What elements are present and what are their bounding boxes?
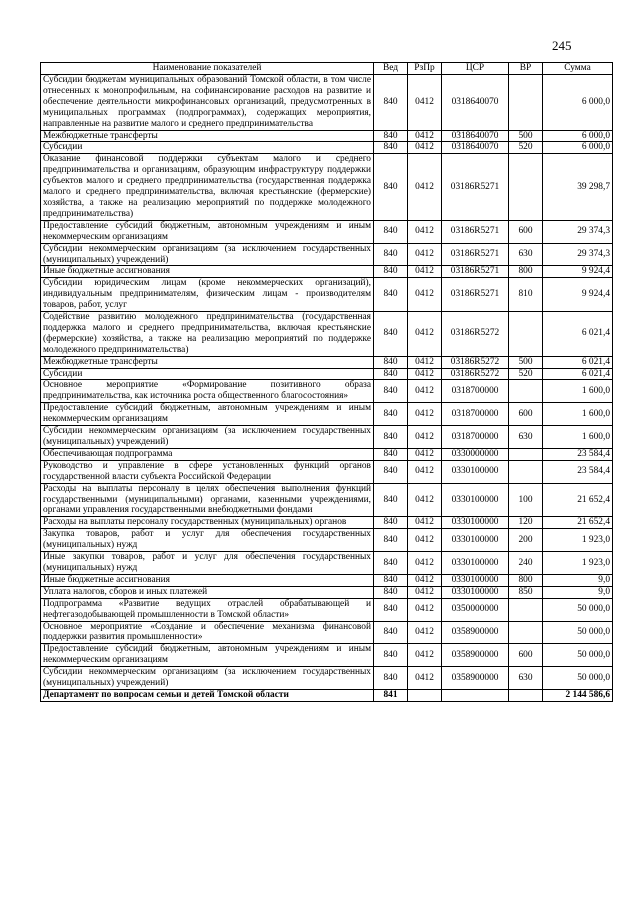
row-vr-cell — [509, 448, 543, 460]
table-row — [41, 586, 613, 598]
row-csr-cell: 0318700000 — [442, 426, 509, 449]
row-csr-cell: 0318640070 — [442, 130, 509, 142]
row-sum-cell: 1 600,0 — [543, 403, 613, 426]
row-rzpr-cell: 0412 — [408, 529, 442, 552]
row-rzpr-cell: 0412 — [408, 312, 442, 357]
row-name-cell: Субсидии юридическим лицам (кроме некоммерческих организаций), индивидуальным предпринимателям, физическим лицам - производителям товаров, работ, услуг — [41, 278, 374, 312]
table-row — [41, 142, 613, 154]
row-name-cell: Содействие развитию молодежного предпринимательства (государственная поддержка малого и среднего предпринимательства, включая крестьянские (фермерские) хозяйства, а также на реализацию мероприятий по поддержке молодежного предпринимательства) — [41, 312, 374, 357]
row-sum-cell: 2 144 586,6 — [543, 689, 613, 701]
header-rzpr: РзПр — [408, 63, 442, 75]
row-sum-cell: 1 600,0 — [543, 380, 613, 403]
row-vr-cell: 200 — [509, 529, 543, 552]
row-sum-cell: 50 000,0 — [543, 598, 613, 621]
row-ved-cell: 840 — [374, 483, 408, 517]
table-row — [41, 426, 613, 449]
row-csr-cell: 03186R5271 — [442, 278, 509, 312]
table-row — [41, 483, 613, 517]
row-csr-cell: 0330100000 — [442, 552, 509, 575]
header-csr: ЦСР — [442, 63, 509, 75]
row-name-cell: Предоставление субсидий бюджетным, автономным учреждениям и иным некоммерческим организациям — [41, 220, 374, 243]
row-csr-cell: 0318640070 — [442, 142, 509, 154]
row-csr-cell: 0330100000 — [442, 517, 509, 529]
row-sum-cell: 6 021,4 — [543, 312, 613, 357]
row-sum-cell: 6 021,4 — [543, 368, 613, 380]
row-rzpr-cell: 0412 — [408, 356, 442, 368]
row-csr-cell: 0318700000 — [442, 403, 509, 426]
row-name-cell: Субсидии — [41, 142, 374, 154]
row-vr-cell: 520 — [509, 368, 543, 380]
row-vr-cell: 800 — [509, 574, 543, 586]
row-ved-cell: 840 — [374, 75, 408, 131]
row-rzpr-cell: 0412 — [408, 380, 442, 403]
row-ved-cell: 840 — [374, 142, 408, 154]
row-vr-cell: 500 — [509, 130, 543, 142]
row-csr-cell — [442, 689, 509, 701]
row-sum-cell: 39 298,7 — [543, 154, 613, 220]
row-vr-cell: 850 — [509, 586, 543, 598]
row-sum-cell: 50 000,0 — [543, 621, 613, 644]
table-row — [41, 368, 613, 380]
row-rzpr-cell: 0412 — [408, 243, 442, 266]
table-row — [41, 380, 613, 403]
row-sum-cell: 1 600,0 — [543, 426, 613, 449]
row-sum-cell: 21 652,4 — [543, 517, 613, 529]
row-rzpr-cell: 0412 — [408, 586, 442, 598]
row-csr-cell: 0330100000 — [442, 574, 509, 586]
table-row — [41, 154, 613, 220]
table-row — [41, 574, 613, 586]
row-rzpr-cell: 0412 — [408, 154, 442, 220]
row-rzpr-cell: 0412 — [408, 517, 442, 529]
row-csr-cell: 03186R5271 — [442, 266, 509, 278]
row-sum-cell: 1 923,0 — [543, 529, 613, 552]
row-name-cell: Расходы на выплаты персоналу государственных (муниципальных) органов — [41, 517, 374, 529]
row-name-cell: Иные бюджетные ассигнования — [41, 574, 374, 586]
row-sum-cell: 6 000,0 — [543, 142, 613, 154]
row-ved-cell: 840 — [374, 448, 408, 460]
row-vr-cell — [509, 460, 543, 483]
row-name-cell: Межбюджетные трансферты — [41, 130, 374, 142]
row-ved-cell: 840 — [374, 220, 408, 243]
row-csr-cell: 03186R5272 — [442, 312, 509, 357]
table-header-row — [41, 63, 613, 75]
row-sum-cell: 50 000,0 — [543, 667, 613, 690]
row-csr-cell: 0358900000 — [442, 667, 509, 690]
row-ved-cell: 840 — [374, 426, 408, 449]
table-row — [41, 460, 613, 483]
row-vr-cell: 630 — [509, 243, 543, 266]
row-name-cell: Департамент по вопросам семьи и детей Томской области — [41, 689, 374, 701]
row-csr-cell: 0330000000 — [442, 448, 509, 460]
table-row — [41, 243, 613, 266]
row-vr-cell: 630 — [509, 426, 543, 449]
table-row — [41, 644, 613, 667]
row-name-cell: Расходы на выплаты персоналу в целях обеспечения выполнения функций государственными (муниципальными) органами, казенными учреждениями, органами управления государственными внебюджетными фондами — [41, 483, 374, 517]
row-vr-cell: 810 — [509, 278, 543, 312]
row-ved-cell: 840 — [374, 312, 408, 357]
table-row — [41, 621, 613, 644]
row-vr-cell — [509, 380, 543, 403]
row-vr-cell — [509, 621, 543, 644]
row-sum-cell: 9,0 — [543, 586, 613, 598]
row-rzpr-cell: 0412 — [408, 448, 442, 460]
header-ved: Вед — [374, 63, 408, 75]
row-vr-cell — [509, 598, 543, 621]
header-vr: ВР — [509, 63, 543, 75]
row-rzpr-cell: 0412 — [408, 142, 442, 154]
row-ved-cell: 840 — [374, 574, 408, 586]
row-rzpr-cell: 0412 — [408, 552, 442, 575]
row-ved-cell: 840 — [374, 403, 408, 426]
row-rzpr-cell: 0412 — [408, 403, 442, 426]
row-ved-cell: 840 — [374, 529, 408, 552]
row-ved-cell: 840 — [374, 154, 408, 220]
row-rzpr-cell: 0412 — [408, 368, 442, 380]
row-vr-cell: 600 — [509, 220, 543, 243]
row-csr-cell: 0350000000 — [442, 598, 509, 621]
table-row — [41, 598, 613, 621]
row-name-cell: Обеспечивающая подпрограмма — [41, 448, 374, 460]
row-csr-cell: 0330100000 — [442, 586, 509, 598]
row-ved-cell: 840 — [374, 460, 408, 483]
row-sum-cell: 29 374,3 — [543, 220, 613, 243]
table-row — [41, 517, 613, 529]
row-sum-cell: 23 584,4 — [543, 460, 613, 483]
page-number: 245 — [552, 38, 572, 53]
row-name-cell: Межбюджетные трансферты — [41, 356, 374, 368]
row-rzpr-cell: 0412 — [408, 644, 442, 667]
table-body — [41, 75, 613, 702]
row-rzpr-cell: 0412 — [408, 130, 442, 142]
row-sum-cell: 23 584,4 — [543, 448, 613, 460]
table-row — [41, 75, 613, 131]
row-rzpr-cell: 0412 — [408, 483, 442, 517]
header-sum: Сумма — [543, 63, 613, 75]
row-vr-cell — [509, 75, 543, 131]
row-vr-cell: 800 — [509, 266, 543, 278]
row-name-cell: Оказание финансовой поддержки субъектам малого и среднего предпринимательства и организациям, образующим инфраструктуру поддержки субъектов малого и среднего предпринимательства (государственная поддержка малого и среднего предпринимательства, включая крестьянские (фермерские) хозяйства, а также на реализацию мероприятий по поддержке молодежного предпринимательства) — [41, 154, 374, 220]
row-csr-cell: 03186R5272 — [442, 368, 509, 380]
row-vr-cell: 500 — [509, 356, 543, 368]
table-row — [41, 266, 613, 278]
row-rzpr-cell: 0412 — [408, 460, 442, 483]
row-ved-cell: 840 — [374, 598, 408, 621]
table-row — [41, 667, 613, 690]
row-ved-cell: 840 — [374, 130, 408, 142]
row-sum-cell: 9 924,4 — [543, 278, 613, 312]
row-sum-cell: 21 652,4 — [543, 483, 613, 517]
row-vr-cell — [509, 312, 543, 357]
row-name-cell: Иные бюджетные ассигнования — [41, 266, 374, 278]
row-rzpr-cell: 0412 — [408, 278, 442, 312]
row-csr-cell: 03186R5272 — [442, 356, 509, 368]
row-csr-cell: 0318700000 — [442, 380, 509, 403]
row-csr-cell: 0358900000 — [442, 621, 509, 644]
row-rzpr-cell — [408, 689, 442, 701]
row-vr-cell: 520 — [509, 142, 543, 154]
row-rzpr-cell: 0412 — [408, 621, 442, 644]
row-rzpr-cell: 0412 — [408, 75, 442, 131]
row-sum-cell: 50 000,0 — [543, 644, 613, 667]
row-name-cell: Субсидии — [41, 368, 374, 380]
row-ved-cell: 840 — [374, 621, 408, 644]
table-row — [41, 448, 613, 460]
row-sum-cell: 1 923,0 — [543, 552, 613, 575]
row-ved-cell: 840 — [374, 380, 408, 403]
row-ved-cell: 840 — [374, 586, 408, 598]
row-name-cell: Руководство и управление в сфере установленных функций органов государственной власти субъекта Российской Федерации — [41, 460, 374, 483]
row-vr-cell: 600 — [509, 403, 543, 426]
row-ved-cell: 840 — [374, 644, 408, 667]
header-name: Наименование показателей — [41, 63, 374, 75]
row-name-cell: Основное мероприятие «Формирование позитивного образа предпринимательства, как источника роста общественного благосостояния» — [41, 380, 374, 403]
row-ved-cell: 840 — [374, 266, 408, 278]
row-name-cell: Закупка товаров, работ и услуг для обеспечения государственных (муниципальных) нужд — [41, 529, 374, 552]
row-ved-cell: 840 — [374, 517, 408, 529]
row-rzpr-cell: 0412 — [408, 266, 442, 278]
table-row — [41, 552, 613, 575]
budget-table — [40, 62, 613, 702]
row-rzpr-cell: 0412 — [408, 574, 442, 586]
row-ved-cell: 840 — [374, 667, 408, 690]
row-name-cell: Уплата налогов, сборов и иных платежей — [41, 586, 374, 598]
row-sum-cell: 6 000,0 — [543, 75, 613, 131]
row-sum-cell: 6 021,4 — [543, 356, 613, 368]
row-ved-cell: 840 — [374, 368, 408, 380]
row-vr-cell: 240 — [509, 552, 543, 575]
row-csr-cell: 03186R5271 — [442, 154, 509, 220]
row-name-cell: Субсидии бюджетам муниципальных образований Томской области, в том числе отнесенных к монопрофильным, на софинансирование расходов на развитие и обеспечение деятельности микрофинансовых организаций, предусмотренных в муниципальных программах (подпрограммах), содержащих мероприятия, направленные на развитие малого и среднего предпринимательства — [41, 75, 374, 131]
row-ved-cell: 840 — [374, 243, 408, 266]
row-csr-cell: 0330100000 — [442, 460, 509, 483]
row-rzpr-cell: 0412 — [408, 426, 442, 449]
row-csr-cell: 03186R5271 — [442, 243, 509, 266]
row-name-cell: Субсидии некоммерческим организациям (за исключением государственных (муниципальных) учреждений) — [41, 667, 374, 690]
row-sum-cell: 6 000,0 — [543, 130, 613, 142]
row-csr-cell: 0330100000 — [442, 529, 509, 552]
row-vr-cell — [509, 154, 543, 220]
row-name-cell: Подпрограмма «Развитие ведущих отраслей обрабатывающей и нефтегазодобывающей промышленности в Томской области» — [41, 598, 374, 621]
row-sum-cell: 29 374,3 — [543, 243, 613, 266]
row-name-cell: Иные закупки товаров, работ и услуг для обеспечения государственных (муниципальных) нужд — [41, 552, 374, 575]
row-name-cell: Предоставление субсидий бюджетным, автономным учреждениям и иным некоммерческим организациям — [41, 403, 374, 426]
table-row — [41, 689, 613, 701]
row-vr-cell: 600 — [509, 644, 543, 667]
table-row — [41, 529, 613, 552]
table-row — [41, 278, 613, 312]
table-row — [41, 403, 613, 426]
table-row — [41, 312, 613, 357]
row-name-cell: Субсидии некоммерческим организациям (за исключением государственных (муниципальных) учреждений) — [41, 426, 374, 449]
row-ved-cell: 840 — [374, 552, 408, 575]
row-ved-cell: 841 — [374, 689, 408, 701]
row-rzpr-cell: 0412 — [408, 667, 442, 690]
row-csr-cell: 0318640070 — [442, 75, 509, 131]
row-rzpr-cell: 0412 — [408, 220, 442, 243]
row-name-cell: Основное мероприятие «Создание и обеспечение механизма финансовой поддержки развития промышленности» — [41, 621, 374, 644]
row-vr-cell: 630 — [509, 667, 543, 690]
table-row — [41, 220, 613, 243]
row-sum-cell: 9,0 — [543, 574, 613, 586]
row-csr-cell: 0358900000 — [442, 644, 509, 667]
row-csr-cell: 0330100000 — [442, 483, 509, 517]
row-vr-cell — [509, 689, 543, 701]
row-ved-cell: 840 — [374, 278, 408, 312]
row-ved-cell: 840 — [374, 356, 408, 368]
row-name-cell: Предоставление субсидий бюджетным, автономным учреждениям и иным некоммерческим организациям — [41, 644, 374, 667]
row-name-cell: Субсидии некоммерческим организациям (за исключением государственных (муниципальных) учреждений) — [41, 243, 374, 266]
row-rzpr-cell: 0412 — [408, 598, 442, 621]
row-sum-cell: 9 924,4 — [543, 266, 613, 278]
row-vr-cell: 100 — [509, 483, 543, 517]
row-csr-cell: 03186R5271 — [442, 220, 509, 243]
table-row — [41, 130, 613, 142]
table-row — [41, 356, 613, 368]
row-vr-cell: 120 — [509, 517, 543, 529]
